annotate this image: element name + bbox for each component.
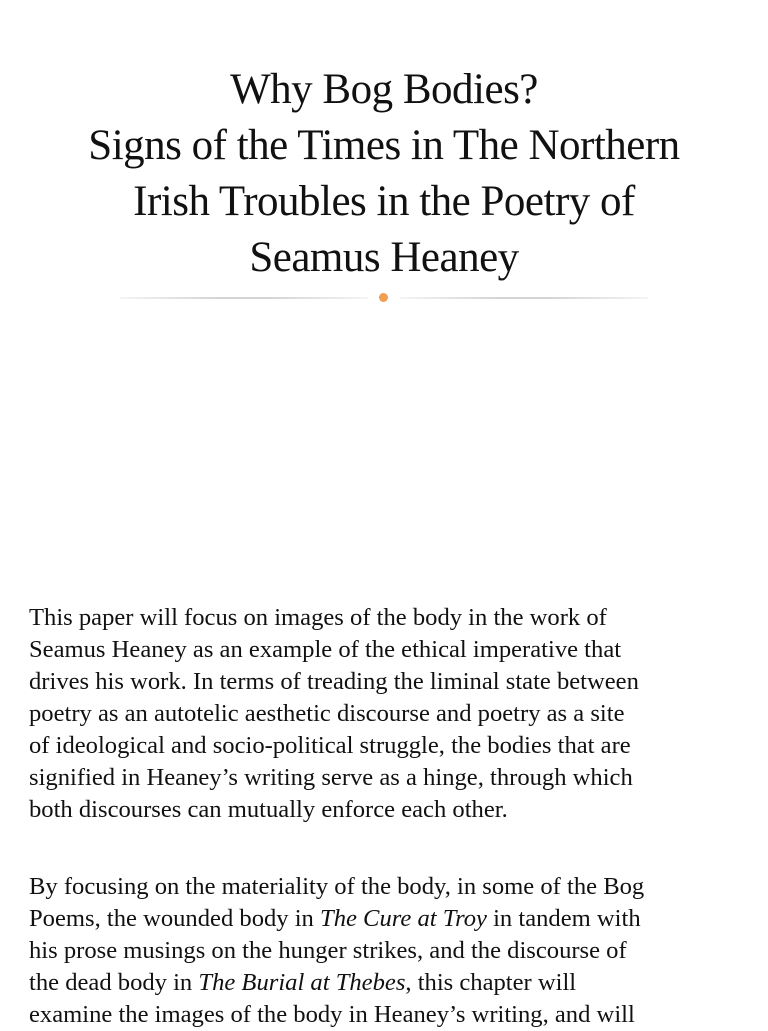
text-line: This paper will focus on images of the body in the work of	[29, 604, 607, 631]
text-segment: the dead body in	[29, 969, 199, 996]
title-line: Seamus Heaney	[249, 234, 519, 281]
text-line: his prose musings on the hunger strikes, and the discourse of	[29, 937, 627, 964]
divider-dot	[379, 293, 388, 302]
title-line: Why Bog Bodies?	[230, 66, 538, 113]
work-title-cure-at-troy: The Cure at Troy	[320, 905, 487, 932]
text-line: examine the images of the body in Heaney’s writing, and will	[29, 1001, 635, 1028]
title-line: Irish Troubles in the Poetry of	[133, 178, 635, 225]
text-line: drives his work. In terms of treading the liminal state between	[29, 668, 639, 695]
text-segment: , this chapter will	[405, 969, 577, 996]
text-line: both discourses can mutually enforce each other.	[29, 796, 508, 823]
text-line: Seamus Heaney as an example of the ethical imperative that	[29, 636, 622, 663]
title-line: Signs of the Times in The Northern	[88, 122, 680, 169]
divider-rule-left	[120, 297, 368, 299]
divider-rule-right	[400, 297, 648, 299]
text-segment: in tandem with	[486, 905, 641, 932]
text-line	[29, 903, 749, 935]
document-title	[0, 62, 768, 286]
text-segment: Poems, the wounded body in	[29, 905, 321, 932]
text-line: of ideological and socio-political struggle, the bodies that are	[29, 732, 631, 759]
paragraph-abstract	[29, 602, 749, 826]
work-title-burial-at-thebes: The Burial at Thebes	[198, 969, 406, 996]
text-line	[29, 967, 749, 999]
paragraph-focus	[29, 871, 749, 1031]
text-line: poetry as an autotelic aesthetic discourse and poetry as a site	[29, 700, 625, 727]
text-line: By focusing on the materiality of the body, in some of the Bog	[29, 873, 645, 900]
title-divider	[120, 292, 648, 304]
text-line: signified in Heaney’s writing serve as a hinge, through which	[29, 764, 633, 791]
